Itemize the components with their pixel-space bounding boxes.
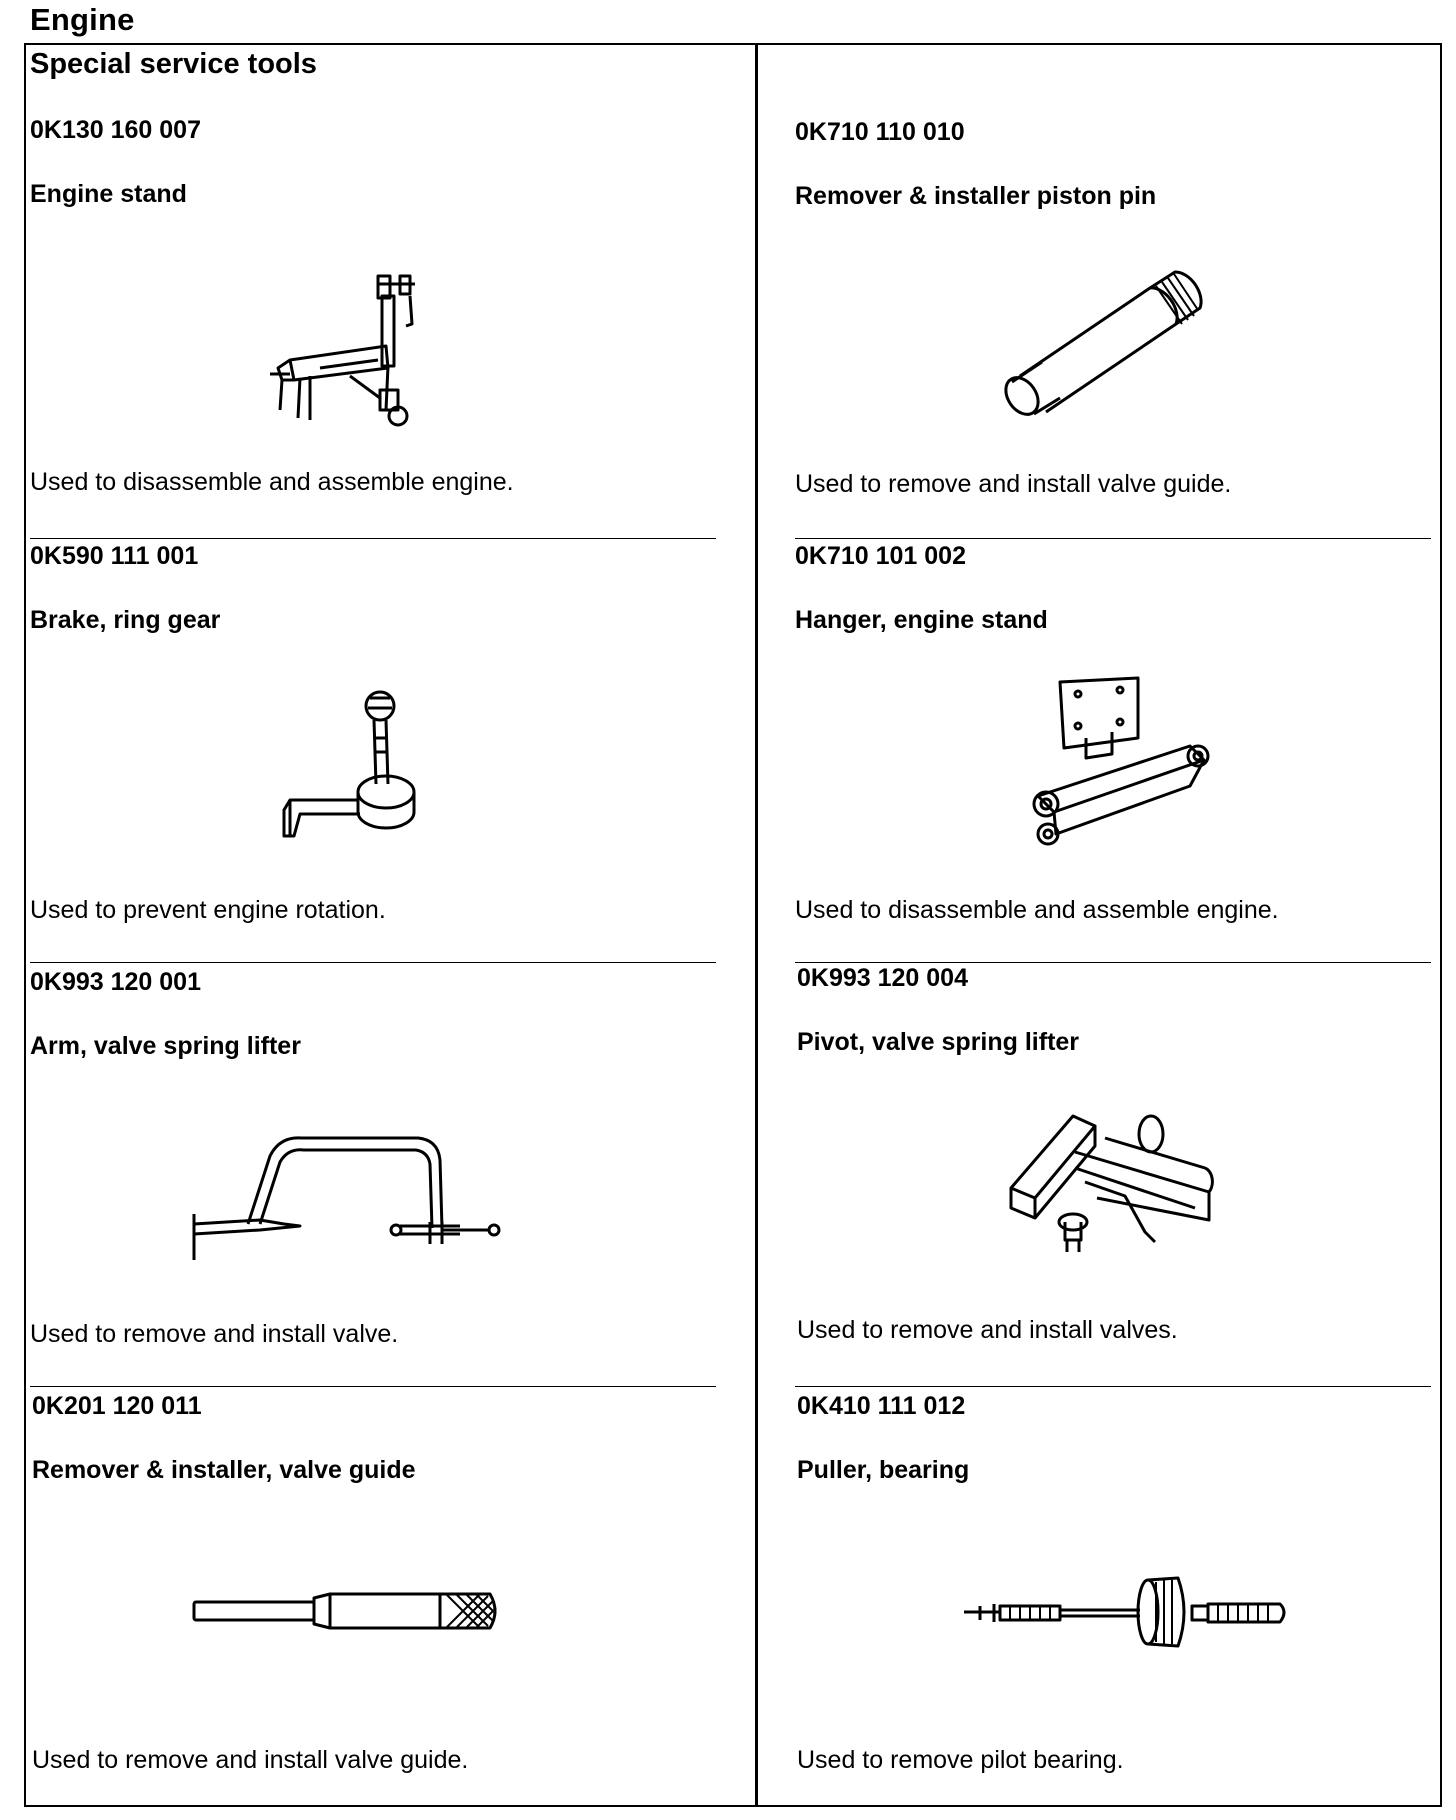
tool-entry-engine-stand-hanger bbox=[795, 538, 1435, 958]
ring-gear-brake-icon bbox=[280, 688, 460, 853]
tool-entry-valve-spring-lifter-pivot bbox=[795, 962, 1435, 1382]
part-number: 0K590 111 001 bbox=[30, 542, 199, 570]
tool-entry-valve-guide-remover bbox=[30, 1386, 720, 1806]
part-number: 0K410 111 012 bbox=[797, 1392, 966, 1420]
tool-name: Hanger, engine stand bbox=[795, 606, 1048, 634]
tool-usage: Used to remove and install valve. bbox=[30, 1320, 399, 1348]
row-rule bbox=[30, 1386, 716, 1387]
tool-name: Remover & installer piston pin bbox=[795, 182, 1157, 210]
part-number: 0K993 120 004 bbox=[797, 964, 968, 992]
part-number: 0K201 120 011 bbox=[32, 1392, 202, 1420]
valve-spring-lifter-arm-icon bbox=[190, 1132, 530, 1287]
tool-entry-engine-stand bbox=[30, 110, 720, 510]
tool-usage: Used to remove and install valves. bbox=[797, 1316, 1178, 1344]
tool-usage: Used to remove and install valve guide. bbox=[795, 470, 1232, 498]
engine-stand-icon bbox=[260, 270, 460, 435]
piston-pin-tool-icon bbox=[1000, 258, 1240, 433]
tool-name: Remover & installer, valve guide bbox=[32, 1456, 416, 1484]
tool-name: Arm, valve spring lifter bbox=[30, 1032, 301, 1060]
tool-name: Pivot, valve spring lifter bbox=[797, 1028, 1080, 1056]
tool-usage: Used to disassemble and assemble engine. bbox=[795, 896, 1279, 924]
bearing-puller-icon bbox=[960, 1568, 1300, 1663]
part-number: 0K130 160 007 bbox=[30, 116, 201, 144]
tool-entry-bearing-puller bbox=[795, 1386, 1435, 1806]
tool-name: Brake, ring gear bbox=[30, 606, 221, 634]
row-rule bbox=[795, 1386, 1431, 1387]
row-rule bbox=[30, 538, 716, 539]
page-title: Engine bbox=[30, 2, 135, 37]
row-rule bbox=[795, 962, 1431, 963]
valve-spring-lifter-pivot-icon bbox=[1005, 1112, 1245, 1287]
part-number: 0K710 101 002 bbox=[795, 542, 966, 570]
column-divider bbox=[755, 45, 758, 1805]
tool-usage: Used to remove pilot bearing. bbox=[797, 1746, 1124, 1774]
tool-entry-ring-gear-brake bbox=[30, 538, 720, 958]
tool-entry-valve-spring-lifter-arm bbox=[30, 962, 720, 1382]
tool-usage: Used to disassemble and assemble engine. bbox=[30, 468, 514, 496]
part-number: 0K710 110 010 bbox=[795, 118, 965, 146]
row-rule bbox=[795, 538, 1431, 539]
tool-entry-piston-pin-remover bbox=[795, 110, 1435, 510]
engine-hanger-icon bbox=[1020, 678, 1230, 863]
valve-guide-tool-icon bbox=[190, 1586, 550, 1651]
tool-name: Engine stand bbox=[30, 180, 187, 208]
section-heading: Special service tools bbox=[30, 48, 317, 80]
tool-usage: Used to prevent engine rotation. bbox=[30, 896, 386, 924]
tool-name: Puller, bearing bbox=[797, 1456, 970, 1484]
row-rule bbox=[30, 962, 716, 963]
tool-usage: Used to remove and install valve guide. bbox=[32, 1746, 469, 1774]
part-number: 0K993 120 001 bbox=[30, 968, 201, 996]
